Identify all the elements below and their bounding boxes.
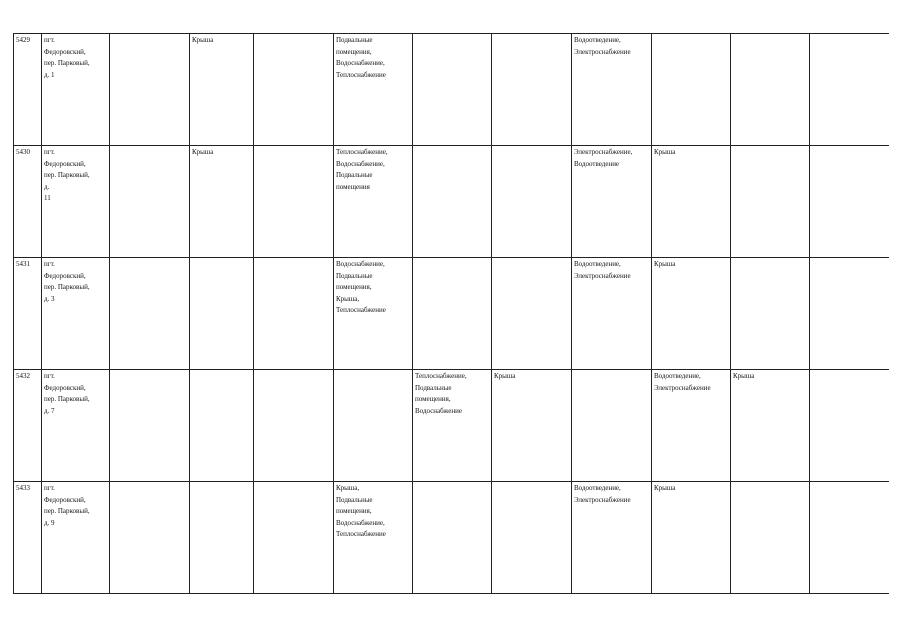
table-cell: Крыша xyxy=(652,482,731,594)
table-cell xyxy=(810,146,889,258)
table-cell xyxy=(254,34,334,146)
table-cell xyxy=(572,370,652,482)
works-schedule-table xyxy=(13,33,889,594)
table-cell xyxy=(810,258,889,370)
table-cell: Водоотведение, Электроснабжение xyxy=(572,482,652,594)
table-cell xyxy=(731,146,810,258)
row-number-cell: 5429 xyxy=(14,34,42,146)
address-cell: пгт. Федоровский, пер. Парковый, д. 3 xyxy=(42,258,110,370)
table-cell xyxy=(110,370,190,482)
table-cell: Водоснабжение, Подвальные помещения, Крыша, Теплоснабжение xyxy=(334,258,413,370)
table-cell xyxy=(190,258,254,370)
table-cell xyxy=(413,146,492,258)
address-cell: пгт. Федоровский, пер. Парковый, д. 9 xyxy=(42,482,110,594)
address-cell: пгт. Федоровский, пер. Парковый, д. 11 xyxy=(42,146,110,258)
table-cell xyxy=(492,146,572,258)
row-number-cell: 5431 xyxy=(14,258,42,370)
table-cell xyxy=(334,370,413,482)
table-cell xyxy=(810,482,889,594)
table-cell xyxy=(652,34,731,146)
table-cell xyxy=(254,370,334,482)
table-cell xyxy=(254,482,334,594)
table-row xyxy=(14,370,889,482)
table-cell xyxy=(731,482,810,594)
row-number-cell: 5430 xyxy=(14,146,42,258)
table-cell xyxy=(413,482,492,594)
table-cell: Водоотведение, Электроснабжение xyxy=(572,258,652,370)
table-cell xyxy=(254,146,334,258)
table-cell: Водоотведение, Электроснабжение xyxy=(652,370,731,482)
address-cell: пгт. Федоровский, пер. Парковый, д. 7 xyxy=(42,370,110,482)
table-cell: Водоотведение, Электроснабжение xyxy=(572,34,652,146)
table-cell xyxy=(190,482,254,594)
table-row xyxy=(14,482,889,594)
table-cell: Крыша xyxy=(652,146,731,258)
table-cell: Крыша xyxy=(731,370,810,482)
table-cell: Крыша xyxy=(492,370,572,482)
table-cell xyxy=(492,482,572,594)
table-cell xyxy=(731,34,810,146)
table-cell xyxy=(110,482,190,594)
table-row xyxy=(14,258,889,370)
table-row xyxy=(14,146,889,258)
table-cell xyxy=(731,258,810,370)
table-cell: Теплоснабжение, Подвальные помещения, Водоснабжение xyxy=(413,370,492,482)
table-cell xyxy=(492,258,572,370)
table-cell: Крыша xyxy=(190,34,254,146)
table-cell xyxy=(810,34,889,146)
table-cell xyxy=(110,34,190,146)
table-cell xyxy=(810,370,889,482)
table-cell: Теплоснабжение, Водоснабжение, Подвальные помещения xyxy=(334,146,413,258)
row-number-cell: 5433 xyxy=(14,482,42,594)
table-cell xyxy=(110,258,190,370)
table-cell xyxy=(190,370,254,482)
table-cell: Крыша, Подвальные помещения, Водоснабжение, Теплоснабжение xyxy=(334,482,413,594)
table-cell xyxy=(492,34,572,146)
table-row xyxy=(14,34,889,146)
table-cell xyxy=(110,146,190,258)
table-cell: Электроснабжение, Водоотведение xyxy=(572,146,652,258)
table-cell: Крыша xyxy=(190,146,254,258)
table-cell xyxy=(413,34,492,146)
table-cell xyxy=(254,258,334,370)
table-cell xyxy=(413,258,492,370)
address-cell: пгт. Федоровский, пер. Парковый, д. 1 xyxy=(42,34,110,146)
table-cell: Крыша xyxy=(652,258,731,370)
row-number-cell: 5432 xyxy=(14,370,42,482)
table-cell: Подвальные помещения, Водоснабжение, Теплоснабжение xyxy=(334,34,413,146)
